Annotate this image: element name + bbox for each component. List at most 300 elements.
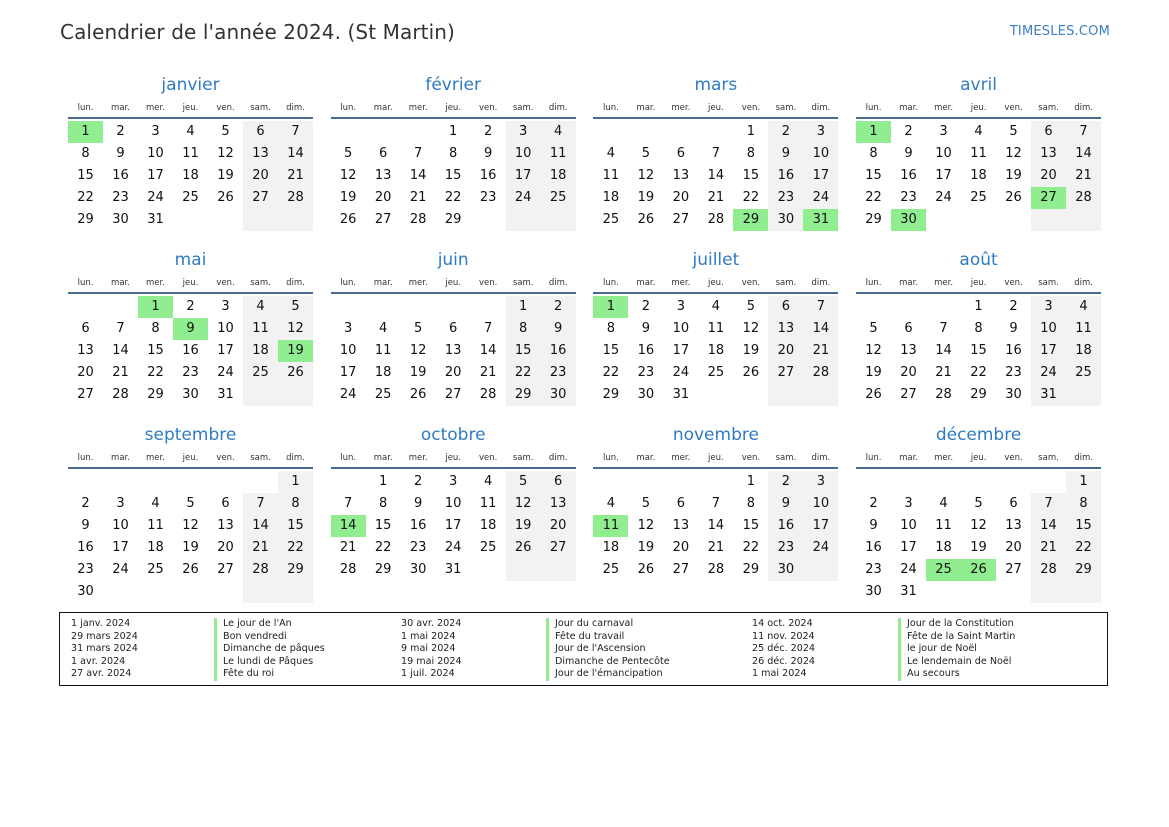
day-cell: 13	[374, 168, 392, 183]
empty-cell	[331, 471, 366, 493]
day-cell: 16	[768, 515, 803, 537]
day-cell: 29	[865, 212, 882, 227]
day-cell: 26	[1005, 190, 1022, 205]
empty-cell	[803, 384, 838, 406]
day-cell: 3	[803, 121, 838, 143]
empty-cell	[1066, 384, 1101, 406]
day-cell: 22	[742, 540, 760, 555]
day-cell: 7	[414, 146, 423, 161]
day-grid	[68, 471, 313, 603]
weekday-label: lun.	[865, 453, 882, 463]
empty-cell	[803, 559, 838, 581]
day-cell: 29	[970, 387, 987, 402]
weekday-label: dim.	[286, 278, 305, 288]
day-grid	[331, 296, 576, 406]
day-cell: 27	[444, 387, 462, 402]
day-cell: 17	[147, 168, 164, 183]
day-cell: 18	[541, 165, 576, 187]
day-cell: 14	[331, 515, 366, 537]
day-cell: 1	[506, 296, 541, 318]
day-cell: 3	[151, 124, 160, 139]
legend-holiday-name: Le jour de l'An	[214, 618, 325, 631]
weekday-label: dim.	[1074, 278, 1093, 288]
day-cell: 14	[1066, 143, 1101, 165]
weekday-label: jeu.	[445, 453, 462, 463]
day-cell: 22	[374, 540, 392, 555]
day-cell: 6	[904, 321, 913, 336]
legend-holiday-name: Dimanche de Pentecôte	[546, 656, 670, 669]
day-cell: 17	[217, 343, 234, 358]
legend-date: 14 oct. 2024	[752, 618, 813, 629]
weekday-label: lun.	[865, 103, 882, 113]
day-cell: 2	[768, 121, 803, 143]
day-cell: 11	[1066, 318, 1101, 340]
weekday-label: sam.	[250, 103, 271, 113]
day-cell: 11	[541, 143, 576, 165]
day-cell: 25	[243, 362, 278, 384]
day-cell: 23	[541, 362, 576, 384]
day-cell: 5	[414, 321, 423, 336]
day-cell: 4	[711, 299, 721, 314]
header-rule	[331, 292, 576, 294]
day-cell: 6	[676, 496, 686, 511]
legend-date-column	[71, 618, 138, 681]
weekday-label: sam.	[512, 453, 534, 463]
day-cell: 8	[151, 321, 160, 336]
weekday-label: dim.	[286, 103, 305, 113]
empty-cell	[331, 296, 366, 318]
header-rule	[68, 117, 313, 119]
weekday-label: mer.	[408, 278, 428, 288]
day-cell: 7	[1031, 493, 1066, 515]
weekday-label: mer.	[671, 103, 691, 113]
day-cell: 18	[602, 540, 620, 555]
weekday-label: mar.	[373, 278, 393, 288]
day-grid	[68, 296, 313, 406]
weekday-label: sam.	[512, 103, 534, 113]
day-cell: 10	[147, 146, 164, 161]
weekday-label: lun.	[340, 103, 357, 113]
empty-cell	[961, 471, 996, 493]
empty-cell	[243, 581, 278, 603]
day-cell: 16	[409, 518, 427, 533]
month-title: mai	[174, 250, 207, 270]
weekday-label: jeu.	[970, 278, 987, 288]
day-cell: 13	[1005, 518, 1022, 533]
day-cell: 24	[147, 190, 164, 205]
day-cell: 11	[147, 518, 164, 533]
weekday-label: dim.	[811, 453, 831, 463]
day-cell: 6	[1009, 496, 1018, 511]
day-cell: 2	[186, 299, 195, 314]
weekday-label: ven.	[1004, 453, 1023, 463]
day-cell: 9	[904, 146, 913, 161]
empty-cell	[856, 471, 891, 493]
day-cell: 20	[1005, 540, 1022, 555]
weekday-label: jeu.	[970, 103, 987, 113]
day-cell: 14	[409, 168, 427, 183]
day-cell: 4	[243, 296, 278, 318]
day-cell: 29	[733, 209, 768, 231]
day-cell: 25	[1066, 362, 1101, 384]
day-cell: 25	[970, 190, 987, 205]
day-cell: 30	[768, 559, 803, 581]
day-cell: 27	[243, 187, 278, 209]
month-11	[856, 424, 1101, 599]
weekday-label: ven.	[216, 453, 235, 463]
day-cell: 26	[409, 387, 427, 402]
empty-cell	[698, 471, 733, 493]
day-cell: 12	[409, 343, 427, 358]
day-cell: 24	[900, 562, 917, 577]
day-cell: 27	[217, 562, 234, 577]
day-grid	[331, 121, 576, 231]
weekday-header	[856, 101, 1101, 115]
weekday-header	[593, 451, 838, 465]
day-cell: 21	[243, 537, 278, 559]
day-cell: 16	[541, 340, 576, 362]
legend-date: 25 déc. 2024	[752, 643, 816, 655]
day-cell: 27	[1005, 562, 1022, 577]
weekday-label: jeu.	[182, 453, 199, 463]
day-cell: 22	[77, 190, 94, 205]
day-cell: 10	[112, 518, 129, 533]
day-cell: 10	[672, 321, 690, 336]
day-cell: 8	[379, 496, 388, 511]
day-cell: 28	[1066, 187, 1101, 209]
empty-cell	[173, 209, 208, 231]
day-cell: 16	[112, 168, 129, 183]
day-cell: 20	[374, 190, 392, 205]
legend-date: 1 avr. 2024	[71, 655, 126, 667]
day-cell: 10	[444, 496, 462, 511]
weekday-header	[68, 101, 313, 115]
day-cell: 16	[1005, 343, 1022, 358]
weekday-label: lun.	[602, 453, 619, 463]
day-cell: 26	[278, 362, 313, 384]
day-cell: 2	[768, 471, 803, 493]
day-cell: 29	[444, 212, 462, 227]
weekday-header	[856, 276, 1101, 290]
day-cell: 8	[506, 318, 541, 340]
day-cell: 29	[374, 562, 392, 577]
empty-cell	[471, 296, 506, 318]
day-cell: 20	[541, 515, 576, 537]
day-cell: 28	[803, 362, 838, 384]
empty-cell	[173, 471, 208, 493]
day-cell: 14	[112, 343, 129, 358]
day-cell: 15	[147, 343, 164, 358]
day-cell: 9	[541, 318, 576, 340]
legend-holiday-name: Le lendemain de Noël	[898, 656, 1015, 669]
day-cell: 23	[112, 190, 129, 205]
day-cell: 25	[926, 559, 961, 581]
day-cell: 11	[970, 146, 987, 161]
empty-cell	[278, 209, 313, 231]
weekday-label: mar.	[636, 278, 656, 288]
day-cell: 13	[444, 343, 462, 358]
day-cell: 23	[1005, 365, 1022, 380]
day-cell: 31	[1031, 384, 1066, 406]
day-cell: 23	[865, 562, 882, 577]
header-rule	[331, 117, 576, 119]
day-cell: 15	[77, 168, 94, 183]
day-cell: 5	[186, 496, 195, 511]
day-cell: 3	[449, 474, 458, 489]
weekday-label: mar.	[636, 103, 656, 113]
day-cell: 25	[374, 387, 392, 402]
day-cell: 2	[904, 124, 913, 139]
day-cell: 18	[182, 168, 199, 183]
day-cell: 10	[803, 493, 838, 515]
day-cell: 5	[221, 124, 230, 139]
day-cell: 31	[147, 212, 164, 227]
weekday-label: sam.	[512, 278, 534, 288]
day-cell: 26	[865, 387, 882, 402]
empty-cell	[926, 296, 961, 318]
day-cell: 19	[637, 190, 655, 205]
day-cell: 29	[147, 387, 164, 402]
day-cell: 4	[606, 146, 616, 161]
weekday-label: sam.	[250, 278, 271, 288]
day-cell: 11	[935, 518, 952, 533]
legend-date: 1 mai 2024	[401, 630, 456, 642]
day-cell: 24	[112, 562, 129, 577]
day-cell: 13	[900, 343, 917, 358]
day-cell: 22	[278, 537, 313, 559]
day-cell: 26	[217, 190, 234, 205]
month-4	[68, 249, 313, 424]
day-cell: 13	[672, 168, 690, 183]
day-cell: 19	[409, 365, 427, 380]
day-cell: 31	[672, 387, 690, 402]
day-cell: 15	[374, 518, 392, 533]
day-cell: 6	[449, 321, 458, 336]
weekday-label: sam.	[1038, 103, 1059, 113]
day-cell: 8	[746, 496, 756, 511]
day-cell: 21	[112, 365, 129, 380]
day-cell: 23	[637, 365, 655, 380]
weekday-header	[856, 451, 1101, 465]
holiday-legend	[59, 612, 1108, 686]
day-cell: 27	[541, 537, 576, 559]
day-cell: 6	[81, 321, 90, 336]
day-cell: 19	[742, 343, 760, 358]
day-cell: 5	[974, 496, 983, 511]
day-cell: 27	[374, 212, 392, 227]
legend-date: 27 avr. 2024	[71, 668, 132, 680]
day-cell: 25	[479, 540, 497, 555]
legend-date: 31 mars 2024	[71, 643, 138, 655]
day-cell: 26	[506, 537, 541, 559]
header-rule	[68, 292, 313, 294]
weekday-label: mar.	[636, 453, 656, 463]
day-cell: 17	[339, 365, 357, 380]
day-cell: 7	[243, 493, 278, 515]
weekday-label: dim.	[811, 103, 831, 113]
empty-cell	[996, 209, 1031, 231]
day-cell: 22	[444, 190, 462, 205]
day-cell: 6	[541, 471, 576, 493]
day-cell: 2	[484, 124, 493, 139]
brand-link[interactable]: TIMESLES.COM	[1009, 24, 1110, 39]
day-cell: 16	[182, 343, 199, 358]
legend-date: 26 déc. 2024	[752, 655, 816, 667]
weekday-label: sam.	[775, 278, 797, 288]
day-cell: 30	[865, 584, 882, 599]
weekday-label: ven.	[741, 103, 761, 113]
empty-cell	[401, 296, 436, 318]
header-rule	[593, 467, 838, 469]
day-cell: 27	[900, 387, 917, 402]
day-cell: 6	[221, 496, 230, 511]
day-cell: 9	[768, 143, 803, 165]
empty-cell	[208, 209, 243, 231]
weekday-label: sam.	[775, 103, 797, 113]
day-cell: 16	[77, 540, 94, 555]
day-cell: 13	[768, 318, 803, 340]
weekday-label: ven.	[479, 453, 498, 463]
day-cell: 4	[379, 321, 388, 336]
weekday-label: ven.	[479, 103, 498, 113]
day-cell: 12	[278, 318, 313, 340]
month-7	[856, 249, 1101, 424]
empty-cell	[663, 471, 698, 493]
weekday-label: jeu.	[708, 278, 724, 288]
legend-holiday-name: Fête de la Saint Martin	[898, 631, 1015, 644]
day-cell: 24	[803, 187, 838, 209]
day-cell: 5	[506, 471, 541, 493]
day-cell: 30	[541, 384, 576, 406]
day-cell: 5	[869, 321, 878, 336]
day-cell: 28	[409, 212, 427, 227]
day-cell: 13	[672, 518, 690, 533]
empty-cell	[331, 121, 366, 143]
header-rule	[856, 117, 1101, 119]
empty-cell	[541, 209, 576, 231]
day-cell: 21	[707, 190, 725, 205]
day-cell: 23	[77, 562, 94, 577]
empty-cell	[208, 581, 243, 603]
day-cell: 26	[637, 212, 655, 227]
day-cell: 19	[1005, 168, 1022, 183]
day-cell: 11	[602, 168, 620, 183]
empty-cell	[996, 471, 1031, 493]
day-cell: 21	[278, 165, 313, 187]
day-cell: 15	[865, 168, 882, 183]
day-cell: 18	[970, 168, 987, 183]
empty-cell	[173, 581, 208, 603]
day-cell: 20	[768, 340, 803, 362]
day-cell: 8	[81, 146, 90, 161]
day-cell: 5	[746, 299, 756, 314]
day-cell: 1	[746, 124, 756, 139]
header-rule	[68, 467, 313, 469]
day-grid	[856, 471, 1101, 603]
months-grid	[68, 74, 1101, 599]
weekday-label: mar.	[373, 453, 393, 463]
weekday-label: jeu.	[182, 278, 199, 288]
day-cell: 8	[974, 321, 983, 336]
day-cell: 24	[935, 190, 952, 205]
weekday-label: mer.	[934, 453, 954, 463]
day-cell: 21	[707, 540, 725, 555]
day-cell: 28	[935, 387, 952, 402]
day-cell: 15	[602, 343, 620, 358]
day-cell: 20	[672, 190, 690, 205]
month-title: avril	[960, 75, 998, 95]
weekday-label: ven.	[741, 453, 761, 463]
day-cell: 5	[344, 146, 353, 161]
weekday-label: mar.	[373, 103, 393, 113]
day-cell: 6	[243, 121, 278, 143]
day-cell: 12	[506, 493, 541, 515]
month-3	[856, 74, 1101, 249]
day-cell: 9	[641, 321, 651, 336]
legend-holiday-name: Jour de l'Ascension	[546, 643, 670, 656]
day-cell: 17	[1031, 340, 1066, 362]
weekday-header	[68, 451, 313, 465]
day-cell: 18	[243, 340, 278, 362]
day-cell: 11	[182, 146, 199, 161]
day-grid	[593, 296, 838, 406]
empty-cell	[401, 121, 436, 143]
legend-date: 11 nov. 2024	[752, 630, 815, 642]
day-cell: 30	[409, 562, 427, 577]
day-cell: 18	[1066, 340, 1101, 362]
legend-date: 1 juil. 2024	[401, 668, 455, 680]
day-cell: 19	[637, 540, 655, 555]
weekday-label: mar.	[111, 278, 130, 288]
day-cell: 28	[339, 562, 357, 577]
legend-name-column	[214, 618, 325, 681]
month-title: août	[959, 250, 998, 270]
day-cell: 25	[602, 562, 620, 577]
day-cell: 9	[768, 493, 803, 515]
day-cell: 29	[77, 212, 94, 227]
weekday-label: dim.	[1074, 453, 1093, 463]
header-rule	[593, 292, 838, 294]
month-0	[68, 74, 313, 249]
day-cell: 1	[593, 296, 628, 318]
empty-cell	[961, 209, 996, 231]
day-cell: 14	[278, 143, 313, 165]
day-cell: 24	[339, 387, 357, 402]
empty-cell	[103, 471, 138, 493]
day-cell: 3	[506, 121, 541, 143]
legend-name-column	[546, 618, 670, 681]
day-cell: 10	[900, 518, 917, 533]
day-cell: 4	[151, 496, 160, 511]
month-9	[331, 424, 576, 599]
day-cell: 8	[746, 146, 756, 161]
day-cell: 2	[414, 474, 423, 489]
month-title: septembre	[144, 425, 237, 445]
empty-cell	[506, 559, 541, 581]
empty-cell	[208, 471, 243, 493]
day-cell: 23	[768, 537, 803, 559]
day-cell: 6	[768, 296, 803, 318]
weekday-label: mer.	[934, 278, 954, 288]
day-cell: 28	[707, 212, 725, 227]
day-cell: 22	[506, 362, 541, 384]
weekday-label: lun.	[340, 278, 357, 288]
empty-cell	[436, 296, 471, 318]
empty-cell	[278, 581, 313, 603]
day-cell: 1	[278, 471, 313, 493]
day-cell: 1	[1066, 471, 1101, 493]
legend-date: 1 janv. 2024	[71, 618, 131, 629]
